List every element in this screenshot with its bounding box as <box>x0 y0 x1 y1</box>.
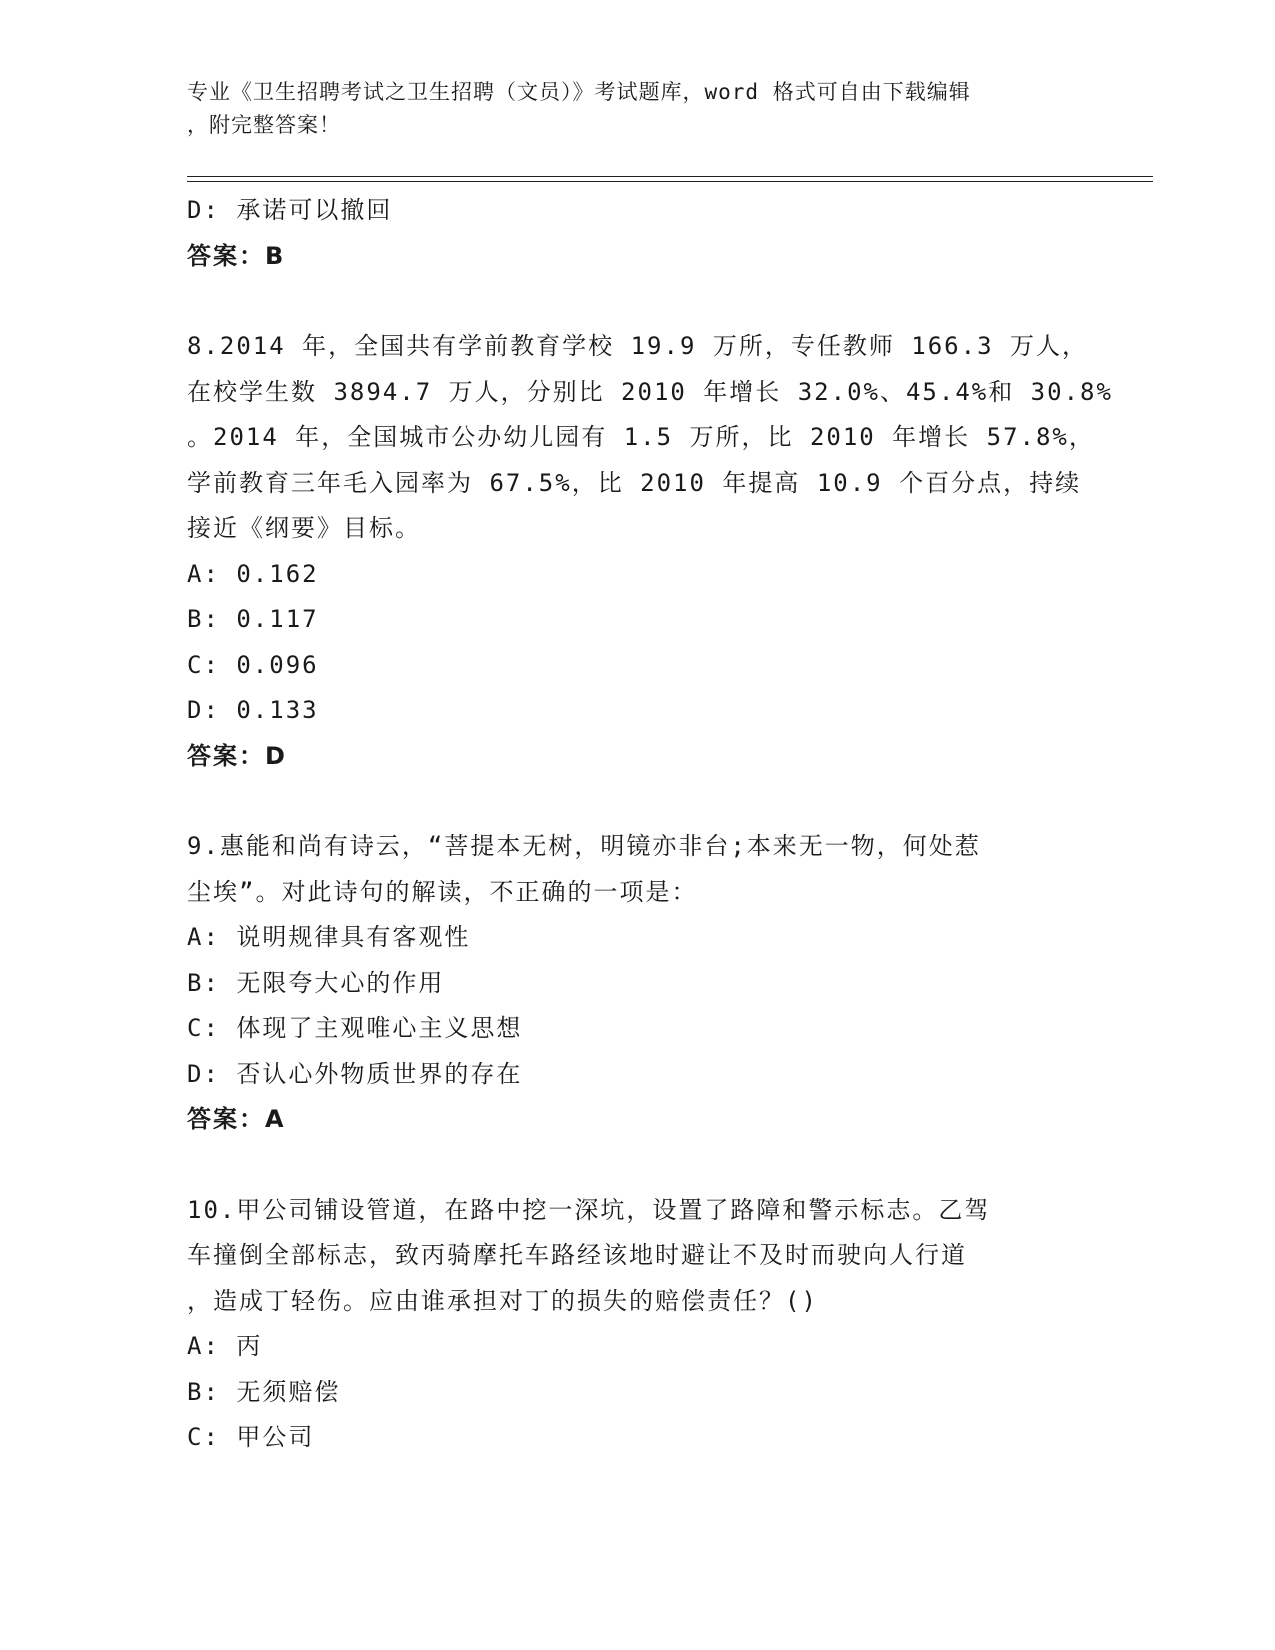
question-stem-line: 学前教育三年毛入园率为 67.5%，比 2010 年提高 10.9 个百分点，持续 <box>187 468 1082 497</box>
spacer <box>187 779 1087 824</box>
question-stem-line: ，造成丁轻伤。应由谁承担对丁的损失的赔偿责任？() <box>187 1286 818 1315</box>
question-stem-line: 9.惠能和尚有诗云，“菩提本无树，明镜亦非台;本来无一物，何处惹 <box>187 832 981 860</box>
header-double-rule <box>187 176 1153 182</box>
header-line-2: ，附完整答案！ <box>187 113 341 137</box>
question-8 <box>187 324 1113 779</box>
option-b: B: 无须赔偿 <box>187 1377 341 1406</box>
answer-line: 答案：D <box>187 741 287 770</box>
option-a: A: 0.162 <box>187 559 319 588</box>
option-d: D: 否认心外物质世界的存在 <box>187 1059 523 1088</box>
question-10 <box>187 1188 1087 1461</box>
question-stem-line: 车撞倒全部标志，致丙骑摩托车路经该地时避让不及时而驶向人行道 <box>187 1241 967 1269</box>
question-stem-line: 在校学生数 3894.7 万人，分别比 2010 年增长 32.0%、45.4%和 30.8% <box>187 377 1113 406</box>
answer-line: 答案：B <box>187 241 286 270</box>
question-9 <box>187 824 1087 1143</box>
answer-line: 答案：A <box>187 1105 286 1133</box>
option-c: C: 0.096 <box>187 650 319 679</box>
question-stem-line: 10.甲公司铺设管道，在路中挖一深坑，设置了路障和警示标志。乙驾 <box>187 1195 991 1224</box>
question-content <box>187 188 1113 1461</box>
spacer <box>187 279 1087 324</box>
option-a: A: 丙 <box>187 1332 263 1360</box>
spacer <box>187 1143 1087 1188</box>
option-b: B: 0.117 <box>187 605 319 633</box>
option-c: C: 甲公司 <box>187 1423 315 1451</box>
question-stem-line: 尘埃”。对此诗句的解读，不正确的一项是： <box>187 877 698 906</box>
question-stem-line: 8.2014 年，全国共有学前教育学校 19.9 万所，专任教师 166.3 万人， <box>187 332 1088 360</box>
option-a: A: 说明规律具有客观性 <box>187 923 471 951</box>
question-stem-line: 接近《纲要》目标。 <box>187 514 421 542</box>
option-d: D: 0.133 <box>187 696 319 724</box>
option-c: C: 体现了主观唯心主义思想 <box>187 1014 523 1042</box>
option-d: D: 承诺可以撤回 <box>187 196 393 224</box>
page-header <box>187 76 1077 142</box>
option-b: B: 无限夸大心的作用 <box>187 968 445 997</box>
header-line-1: 专业《卫生招聘考试之卫生招聘（文员）》考试题库，word 格式可自由下载编辑 <box>187 80 971 104</box>
question-stem-line: 。2014 年，全国城市公办幼儿园有 1.5 万所，比 2010 年增长 57.8%， <box>187 423 1095 451</box>
